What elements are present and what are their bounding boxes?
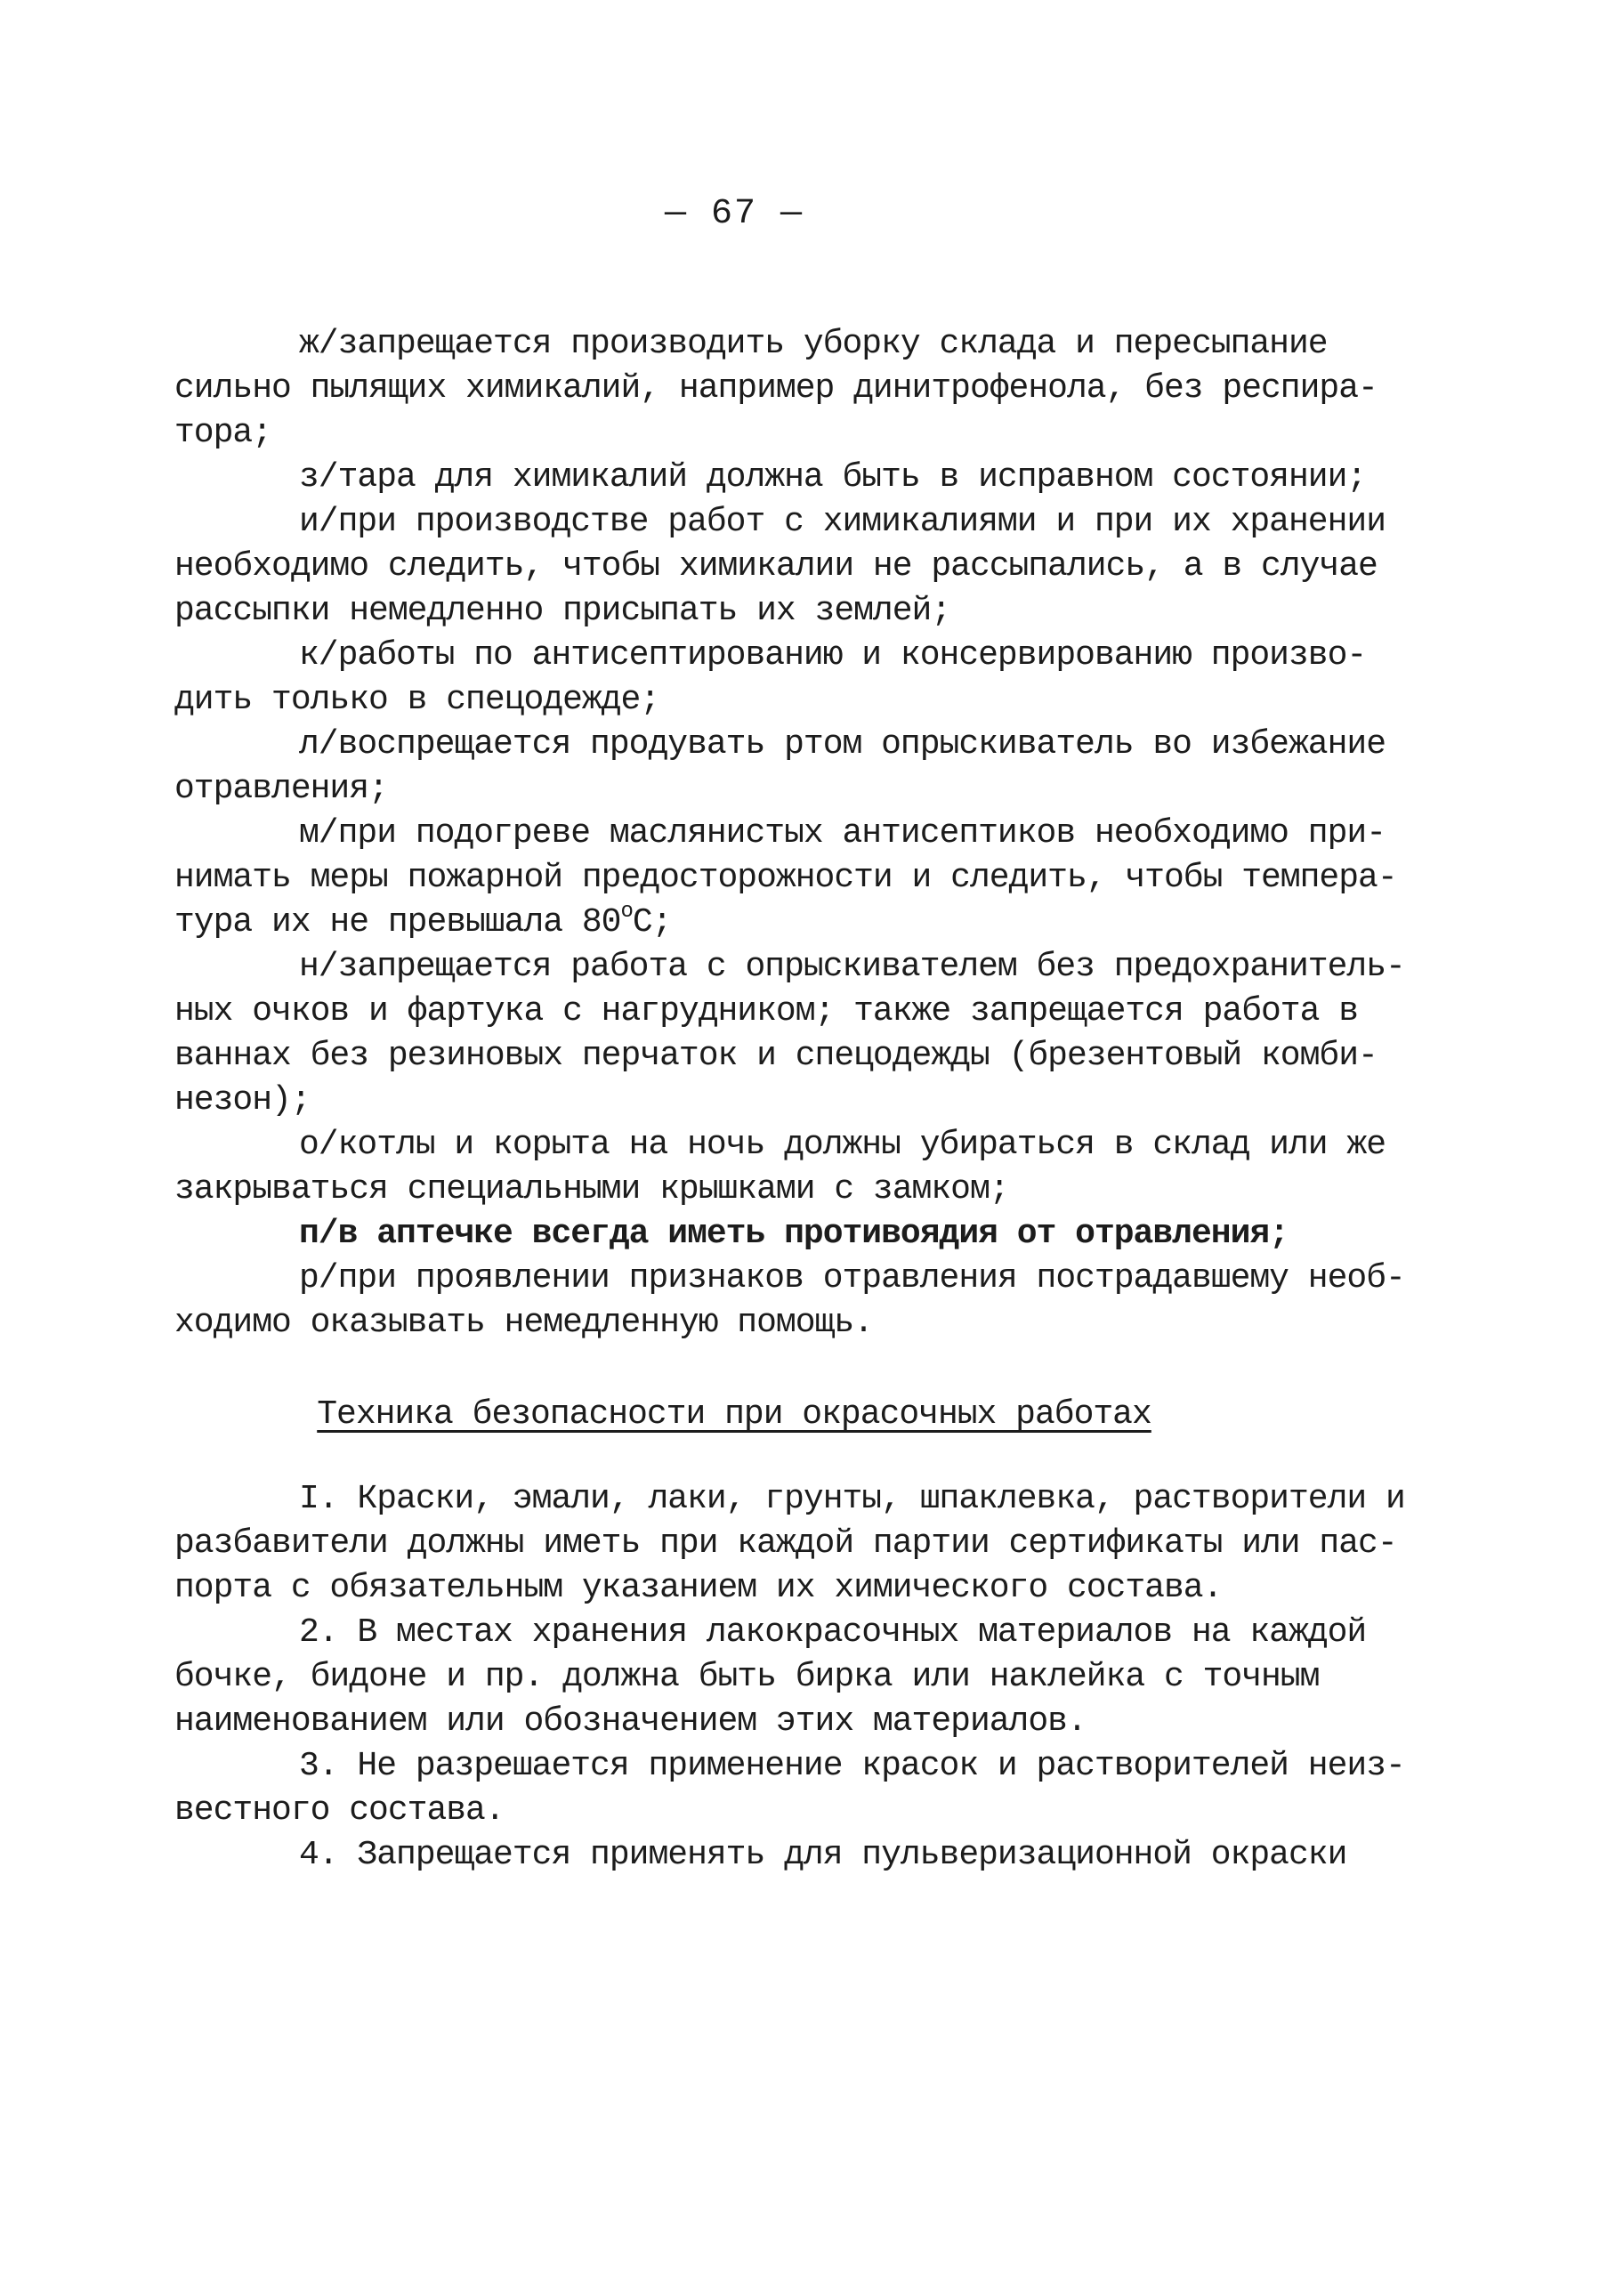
- text-line: сильно пылящих химикалий, например динитрофенола, без респира-: [174, 369, 1378, 408]
- text-line: ных очков и фартука с нагрудником; также запрещается работа в: [174, 992, 1359, 1030]
- rule-line: 4. Запрещается применять для пульверизационной окраски: [299, 1836, 1347, 1874]
- rule-line: 3. Не разрешается применение красок и растворителей неиз-: [299, 1747, 1405, 1785]
- text-line: н/запрещается работа с опрыскивателем без предохранитель-: [299, 948, 1405, 986]
- text-line: п/в аптечке всегда иметь противоядия от отравления;: [299, 1215, 1289, 1253]
- text-line: л/воспрещается продувать ртом опрыскиватель во избежание: [299, 725, 1386, 764]
- rule-line: порта с обязательным указанием их химического состава.: [174, 1569, 1223, 1607]
- rule-line: I. Краски, эмали, лаки, грунты, шпаклевка, растворители и: [299, 1480, 1405, 1518]
- text-line: и/при производстве работ с химикалиями и при их хранении: [299, 503, 1386, 541]
- text-line: тора;: [174, 414, 272, 452]
- rule-line: 2. В местах хранения лакокрасочных материалов на каждой: [299, 1613, 1367, 1652]
- text-line: м/при подогреве маслянистых антисептиков необходимо при-: [299, 814, 1386, 853]
- text-line: тура их не превышала $80^оС$;: [174, 900, 672, 941]
- text-line: дить только в спецодежде;: [174, 681, 660, 719]
- text-line: нимать меры пожарной предосторожности и следить, чтобы темпера-: [174, 859, 1397, 897]
- section-heading: Техника безопасности при окрасочных работах: [317, 1395, 1151, 1434]
- text-line: ж/запрещается производить уборку склада и пересыпание: [299, 325, 1328, 363]
- text-line: о/котлы и корыта на ночь должны убираться в склад или же: [299, 1126, 1386, 1164]
- text-line: к/работы по антисептированию и консервированию произво-: [299, 636, 1367, 675]
- text-line: р/при проявлении признаков отравления пострадавшему необ-: [299, 1259, 1405, 1297]
- text-line: закрываться специальными крышками с замком;: [174, 1170, 1009, 1208]
- text-line: рассыпки немедленно присыпать их землей;: [174, 592, 951, 630]
- safety-list: [174, 322, 1405, 1346]
- text-line: необходимо следить, чтобы химикалии не рассыпались, а в случае: [174, 547, 1378, 586]
- rule-line: разбавители должны иметь при каждой партии сертификаты или пас-: [174, 1524, 1397, 1563]
- text-line: отравления;: [174, 770, 388, 808]
- text-line: ваннах без резиновых перчаток и спецодежды (брезентовый комби-: [174, 1037, 1378, 1075]
- rule-line: наименованием или обозначением этих материалов.: [174, 1702, 1087, 1741]
- painting-rules: [174, 1477, 1405, 1878]
- text-line: з/тара для химикалий должна быть в исправном состоянии;: [299, 458, 1367, 497]
- text-line: незон);: [174, 1081, 311, 1119]
- page-number: — 67 —: [664, 194, 804, 234]
- rule-line: вестного состава.: [174, 1791, 505, 1830]
- rule-line: бочке, бидоне и пр. должна быть бирка или наклейка с точным: [174, 1658, 1320, 1696]
- degree-mark: о: [620, 900, 633, 924]
- text-line: ходимо оказывать немедленную помощь.: [174, 1304, 873, 1342]
